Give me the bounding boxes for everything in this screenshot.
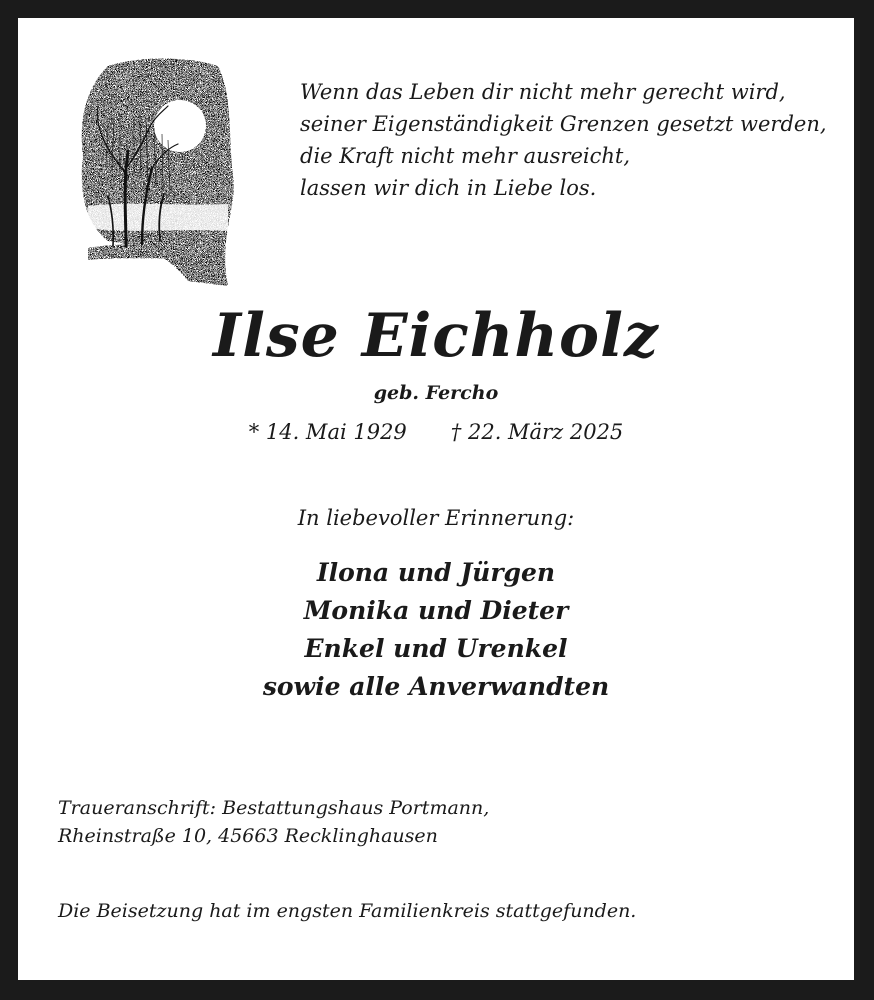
birth-date: * 14. Mai 1929 bbox=[248, 420, 407, 444]
poem bbox=[300, 76, 827, 204]
burial-note: Die Beisetzung hat im engsten Familienkreis stattgefunden. bbox=[58, 900, 637, 922]
birth-name: geb. Fercho bbox=[373, 382, 499, 404]
poem-line: Wenn das Leben dir nicht mehr gerecht wird, bbox=[300, 80, 786, 104]
poem-line: seiner Eigenständigkeit Grenzen gesetzt werden, bbox=[300, 112, 827, 136]
poem-line: die Kraft nicht mehr ausreicht, bbox=[300, 144, 631, 168]
poem-line: lassen wir dich in Liebe los. bbox=[300, 176, 597, 200]
obituary-card bbox=[16, 16, 856, 982]
death-date: † 22. März 2025 bbox=[450, 420, 624, 444]
life-dates bbox=[18, 420, 854, 444]
mourner-entry: sowie alle Anverwandten bbox=[262, 672, 610, 701]
address-line: Traueranschrift: Bestattungshaus Portmann, bbox=[58, 797, 490, 819]
mourning-address bbox=[58, 794, 489, 850]
mourner-entry: Enkel und Urenkel bbox=[304, 634, 568, 663]
mourner-entry: Ilona und Jürgen bbox=[316, 558, 556, 587]
deceased-name: Ilse Eichholz bbox=[213, 301, 659, 371]
mourner-entry: Monika und Dieter bbox=[303, 596, 569, 625]
remembrance-heading: In liebevoller Erinnerung: bbox=[297, 506, 575, 530]
moonlit-trees-illustration bbox=[68, 56, 238, 286]
address-line: Rheinstraße 10, 45663 Recklinghausen bbox=[58, 825, 438, 847]
mourners-list bbox=[18, 554, 854, 706]
